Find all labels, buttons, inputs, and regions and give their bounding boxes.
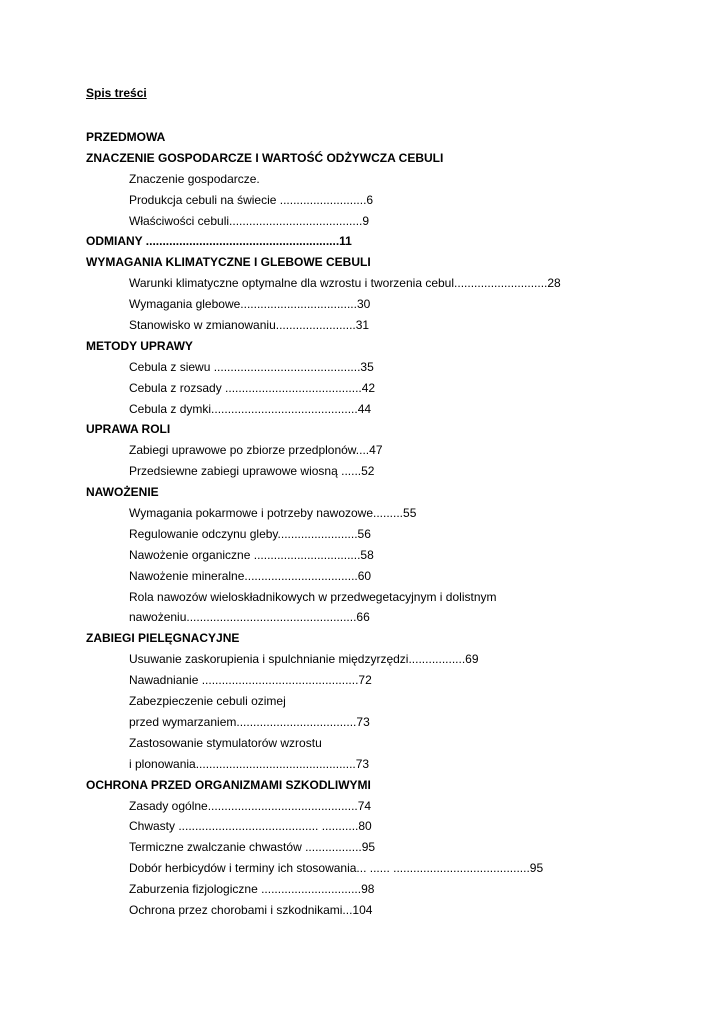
toc-entry: Nawadnianie ...............................................72 [129, 673, 372, 688]
toc-entry: Wymagania pokarmowe i potrzeby nawozowe.........55 [129, 506, 417, 521]
toc-entry: nawożeniu...................................................66 [129, 610, 370, 625]
toc-entry: Cebula z rozsady .........................................42 [129, 380, 376, 395]
toc-entry: Zasady ogólne.............................................74 [129, 798, 372, 813]
toc-entry: Cebula z dymki............................................44 [129, 401, 372, 416]
toc-entry: Znaczenie gospodarcze. [129, 171, 260, 186]
toc-entry: Nawożenie organiczne ................................58 [129, 547, 374, 562]
toc-entry: Produkcja cebuli na świecie ..........................6 [129, 192, 374, 207]
toc-entry: Przedsiewne zabiegi uprawowe wiosną ......52 [129, 464, 375, 479]
toc-entry: Chwasty .......................................... ...........80 [129, 819, 372, 834]
toc-section-heading: ZABIEGI PIELĘGNACYJNE [86, 631, 240, 646]
toc-entry: Ochrona przez chorobami i szkodnikami...104 [129, 902, 373, 917]
toc-section-heading: ZNACZENIE GOSPODARCZE I WARTOŚĆ ODŻYWCZA CEBULI [86, 150, 444, 165]
toc-section-heading: ODMIANY ..........................................................11 [86, 234, 352, 249]
toc-section-heading: OCHRONA PRZED ORGANIZMAMI SZKODLIWYMI [86, 777, 371, 792]
table-of-contents [86, 127, 686, 921]
toc-entry: Zastosowanie stymulatorów wzrostu [129, 735, 322, 750]
toc-entry: Regulowanie odczynu gleby........................56 [129, 526, 371, 541]
toc-entry: Dobór herbicydów i terminy ich stosowania... ...... .........................................95 [129, 861, 544, 876]
toc-section-heading: METODY UPRAWY [86, 338, 193, 353]
toc-entry: Wymagania glebowe...................................30 [129, 297, 371, 312]
toc-entry: Termiczne zwalczanie chwastów .................95 [129, 840, 376, 855]
toc-entry: Warunki klimatyczne optymalne dla wzrostu i tworzenia cebul............................28 [129, 276, 561, 291]
toc-section-heading: WYMAGANIA KLIMATYCZNE I GLEBOWE CEBULI [86, 255, 371, 270]
toc-title: Spis treści [86, 86, 147, 100]
toc-entry: Zabiegi uprawowe po zbiorze przedplonów....47 [129, 443, 383, 458]
toc-section-heading: PRZEDMOWA [86, 130, 166, 144]
toc-entry: Cebula z siewu ............................................35 [129, 359, 374, 374]
toc-entry: Usuwanie zaskorupienia i spulchnianie międzyrzędzi.................69 [129, 652, 479, 667]
toc-section-heading: UPRAWA ROLI [86, 422, 171, 437]
toc-entry: Rola nawozów wieloskładnikowych w przedwegetacyjnym i dolistnym [129, 589, 497, 604]
toc-entry: Stanowisko w zmianowaniu........................31 [129, 318, 370, 333]
toc-entry: i plonowania................................................73 [129, 756, 370, 771]
toc-entry: Nawożenie mineralne..................................60 [129, 568, 372, 583]
toc-entry: przed wymarzaniem....................................73 [129, 714, 370, 729]
toc-entry: Właściwości cebuli........................................9 [129, 213, 370, 228]
toc-entry: Zabezpieczenie cebuli ozimej [129, 694, 286, 709]
toc-entry: Zaburzenia fizjologiczne ..............................98 [129, 882, 375, 897]
toc-section-heading: NAWOŻENIE [86, 485, 159, 500]
